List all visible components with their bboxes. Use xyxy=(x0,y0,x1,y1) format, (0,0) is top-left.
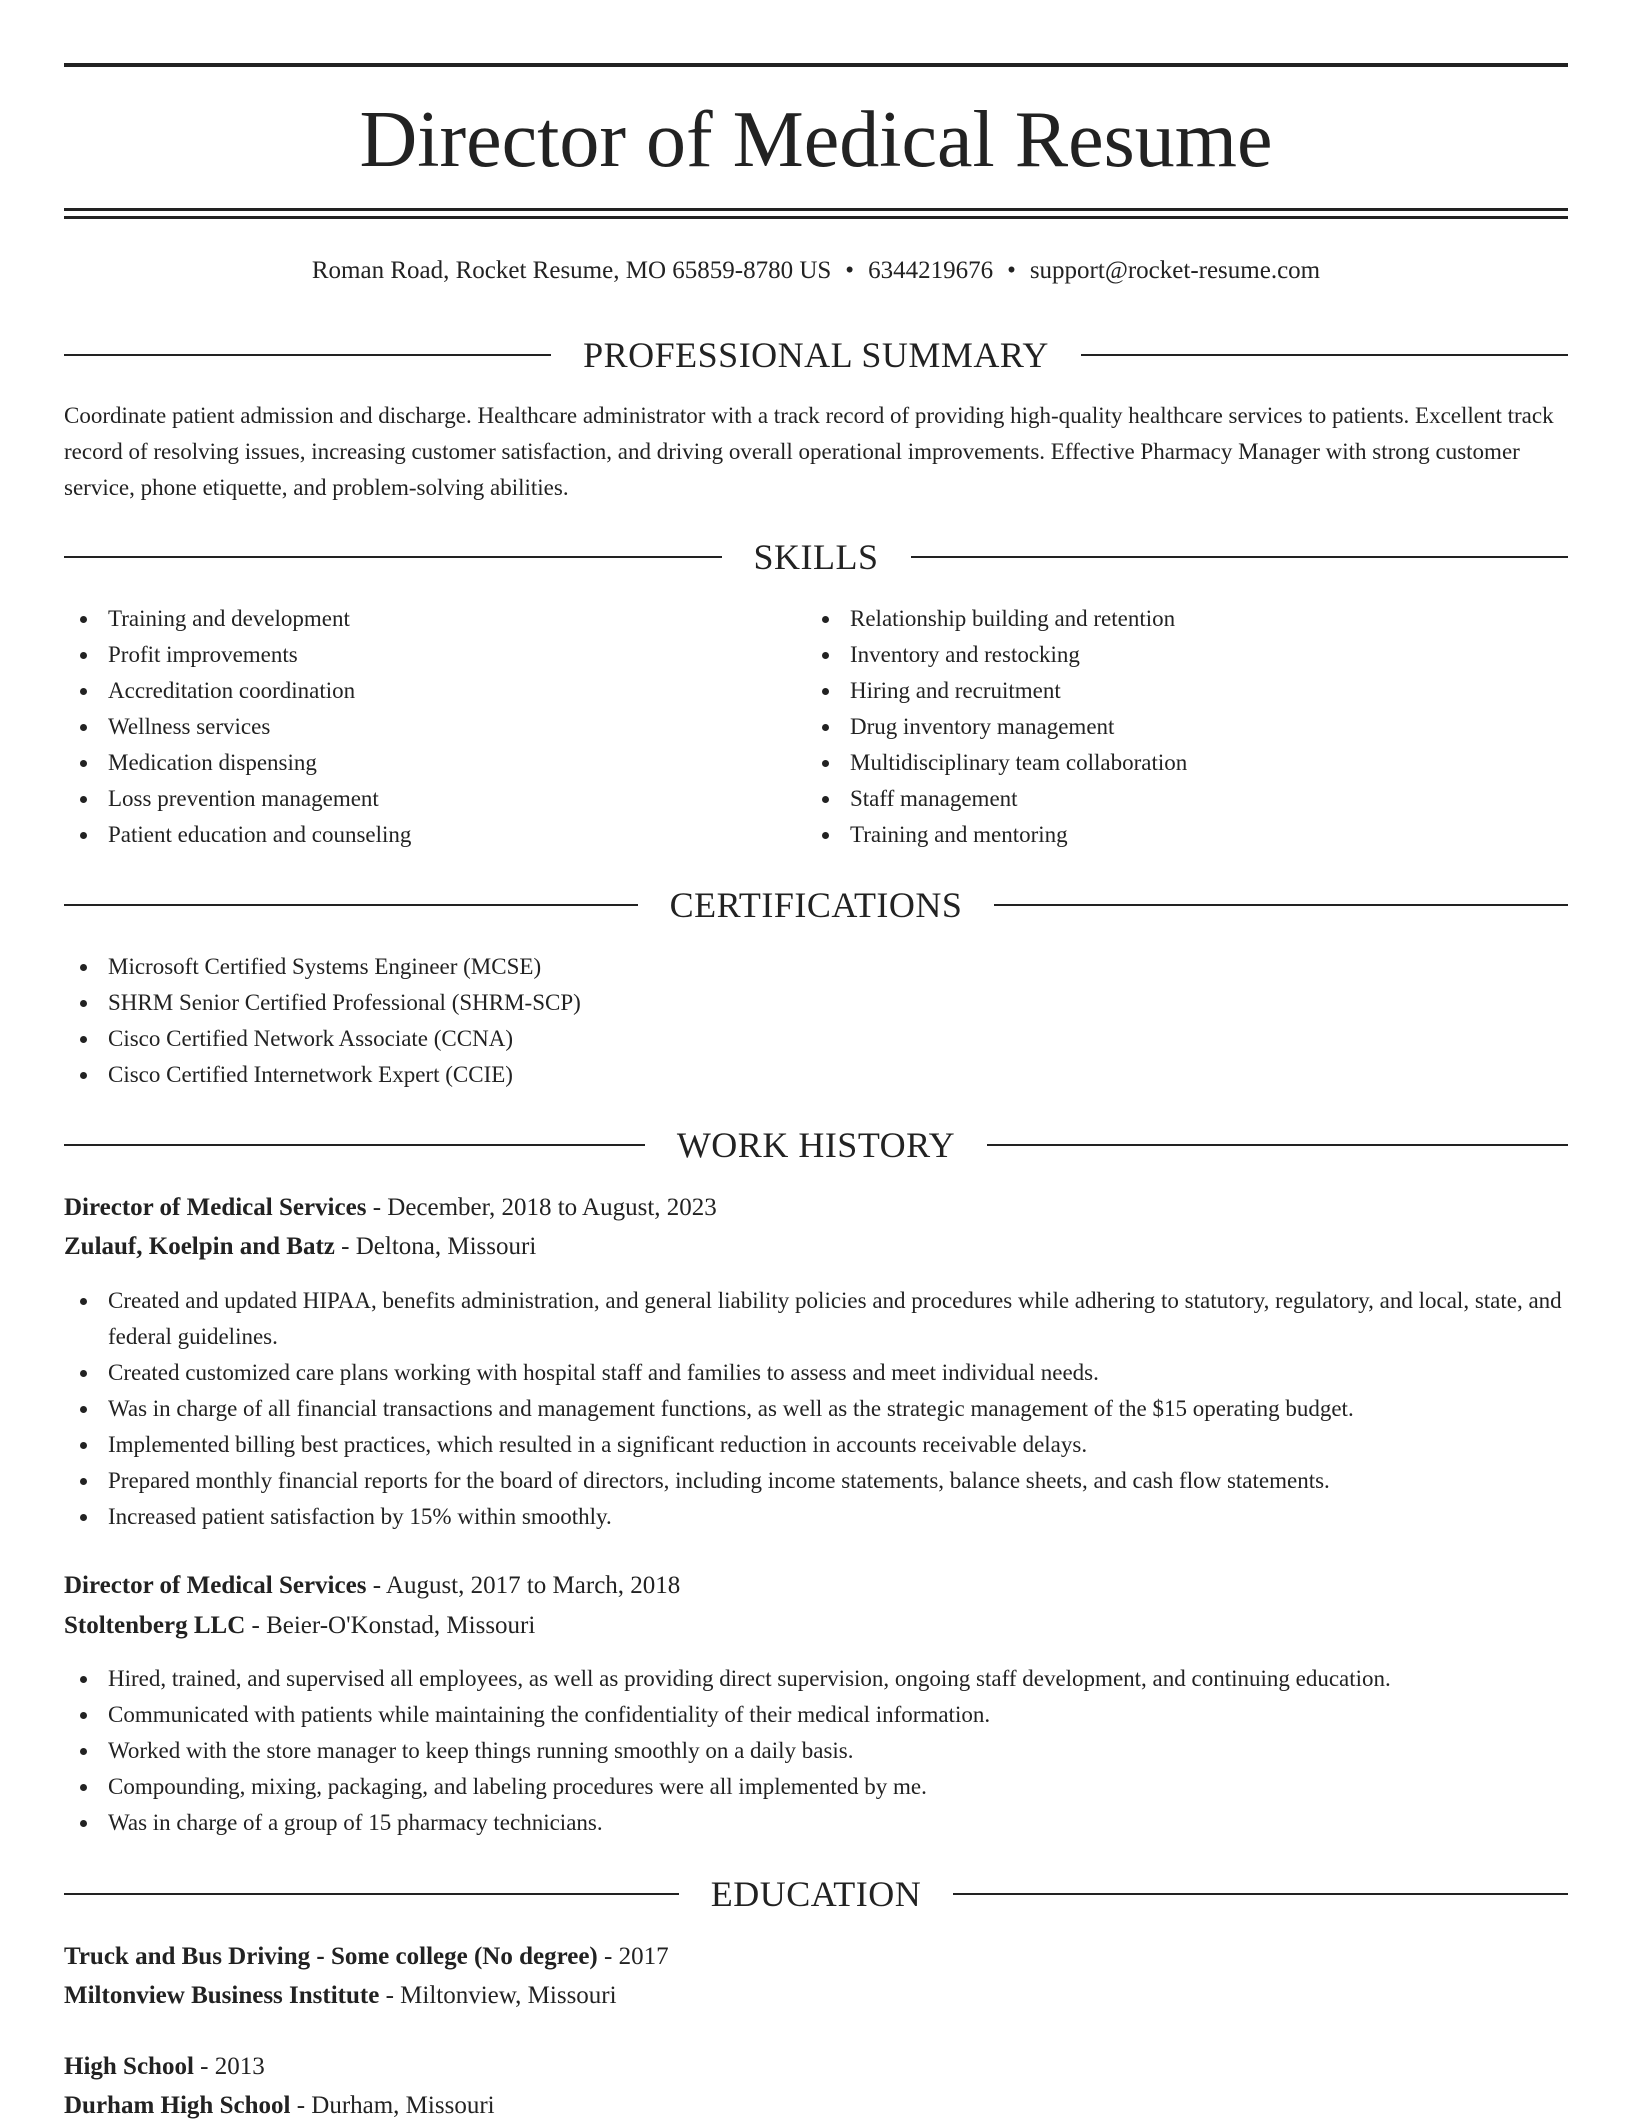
education-location: - Durham, Missouri xyxy=(290,2092,495,2119)
job-dates: - December, 2018 to August, 2023 xyxy=(366,1194,717,1221)
summary-text: Coordinate patient admission and discharge. Healthcare administrator with a track record of providing high-quality healthcare services to patients. Excellent track record of resolving issues, increasing customer satisfaction, and driving overall operational improvements. Effective Pharmacy Manager with strong customer service, phone etiquette, and problem-solving abilities. xyxy=(64,403,1554,500)
skills-heading xyxy=(64,535,1568,579)
job-company: Zulauf, Koelpin and Batz xyxy=(64,1233,335,1260)
skill-item: Patient education and counseling xyxy=(64,817,804,853)
education-year: - 2013 xyxy=(193,2053,265,2080)
skill-item: Training and mentoring xyxy=(806,817,1568,853)
skill-item: Hiring and recruitment xyxy=(806,673,1568,709)
job-bullets xyxy=(64,1661,1568,1841)
job-bullet: Worked with the store manager to keep things running smoothly on a daily basis. xyxy=(64,1733,1568,1769)
education-heading xyxy=(64,1872,1568,1916)
job-bullet: Increased patient satisfaction by 15% within smoothly. xyxy=(64,1499,1568,1535)
title-rule-upper xyxy=(64,208,1568,211)
job-bullet: Was in charge of all financial transactions and management functions, as well as the strategic management of the $15 operating budget. xyxy=(64,1391,1568,1427)
job-company-line xyxy=(64,1228,1568,1266)
certification-item: SHRM Senior Certified Professional (SHRM-SCP) xyxy=(64,985,1568,1021)
job-bullets xyxy=(64,1283,1568,1535)
contact-line xyxy=(64,254,1568,288)
top-rule xyxy=(64,63,1568,67)
job-bullet: Implemented billing best practices, which resulted in a significant reduction in accounts receivable delays. xyxy=(64,1427,1568,1463)
job-title-line xyxy=(64,1567,1568,1605)
job-location: - Beier-O'Konstad, Missouri xyxy=(245,1612,536,1639)
education-degree-line xyxy=(64,1938,1568,1976)
section-title: WORK HISTORY xyxy=(676,1125,956,1165)
page-title: Director of Medical Resume xyxy=(359,96,1273,184)
job-bullet: Was in charge of a group of 15 pharmacy technicians. xyxy=(64,1805,1568,1841)
section-title: PROFESSIONAL SUMMARY xyxy=(583,335,1049,375)
job-bullet: Hired, trained, and supervised all employees, as well as providing direct supervision, ongoing staff development, and continuing education. xyxy=(64,1661,1568,1697)
certifications-list xyxy=(64,949,1568,1093)
contact-address: Roman Road, Rocket Resume, MO 65859-8780 US xyxy=(311,257,832,284)
skill-item: Staff management xyxy=(806,781,1568,817)
skill-item: Drug inventory management xyxy=(806,709,1568,745)
education-school-line xyxy=(64,1977,1568,2015)
heading-rule-left xyxy=(64,904,638,906)
job-title: Director of Medical Services xyxy=(64,1194,367,1221)
certification-item: Cisco Certified Network Associate (CCNA) xyxy=(64,1021,1568,1057)
job-dates: - August, 2017 to March, 2018 xyxy=(366,1572,681,1599)
skill-item: Training and development xyxy=(64,601,804,637)
job-title: Director of Medical Services xyxy=(64,1572,367,1599)
contact-email: support@rocket-resume.com xyxy=(1029,257,1321,284)
heading-rule-left xyxy=(64,1144,645,1146)
job-location: - Deltona, Missouri xyxy=(334,1233,537,1260)
skill-item: Inventory and restocking xyxy=(806,637,1568,673)
heading-rule-right xyxy=(953,1893,1568,1895)
contact-separator: • xyxy=(1007,257,1016,284)
education-degree: Truck and Bus Driving - Some college (No degree) xyxy=(64,1943,598,1970)
job-company-line xyxy=(64,1607,1568,1645)
job-bullet: Prepared monthly financial reports for the board of directors, including income statements, balance sheets, and cash flow statements. xyxy=(64,1463,1568,1499)
heading-rule-right xyxy=(911,556,1569,558)
heading-rule-right xyxy=(987,1144,1568,1146)
job-bullet: Communicated with patients while maintaining the confidentiality of their medical information. xyxy=(64,1697,1568,1733)
skill-item: Accreditation coordination xyxy=(64,673,804,709)
contact-phone: 6344219676 xyxy=(868,257,994,284)
certifications-heading xyxy=(64,883,1568,927)
certification-item: Cisco Certified Internetwork Expert (CCIE) xyxy=(64,1057,1568,1093)
job-bullet: Created and updated HIPAA, benefits administration, and general liability policies and procedures while adhering to statutory, regulatory, and local, state, and federal guidelines. xyxy=(64,1283,1568,1355)
section-title: SKILLS xyxy=(753,537,879,577)
heading-rule-right xyxy=(1081,354,1568,356)
certification-item: Microsoft Certified Systems Engineer (MCSE) xyxy=(64,949,1568,985)
job-title-line xyxy=(64,1189,1568,1227)
heading-rule-left xyxy=(64,1893,679,1895)
skill-item: Multidisciplinary team collaboration xyxy=(806,745,1568,781)
education-location: - Miltonview, Missouri xyxy=(379,1982,617,2009)
work-history-heading xyxy=(64,1123,1568,1167)
skill-item: Relationship building and retention xyxy=(806,601,1568,637)
skill-item: Loss prevention management xyxy=(64,781,804,817)
section-title: CERTIFICATIONS xyxy=(669,885,963,925)
education-school-line xyxy=(64,2087,1568,2125)
job-bullet: Created customized care plans working with hospital staff and families to assess and meet individual needs. xyxy=(64,1355,1568,1391)
skills-list-left xyxy=(64,601,804,853)
education-year: - 2017 xyxy=(597,1943,669,1970)
skill-item: Wellness services xyxy=(64,709,804,745)
education-school: Durham High School xyxy=(64,2092,291,2119)
heading-rule-left xyxy=(64,354,551,356)
skill-item: Medication dispensing xyxy=(64,745,804,781)
title-rule-lower xyxy=(64,216,1568,219)
summary-heading xyxy=(64,333,1568,377)
heading-rule-right xyxy=(994,904,1568,906)
job-bullet: Compounding, mixing, packaging, and labeling procedures were all implemented by me. xyxy=(64,1769,1568,1805)
heading-rule-left xyxy=(64,556,722,558)
contact-separator: • xyxy=(845,257,855,284)
education-school: Miltonview Business Institute xyxy=(64,1982,380,2009)
skills-list-right xyxy=(806,601,1568,853)
education-degree: High School xyxy=(64,2053,194,2080)
education-degree-line xyxy=(64,2048,1568,2086)
job-company: Stoltenberg LLC xyxy=(64,1612,246,1639)
section-title: EDUCATION xyxy=(710,1874,922,1914)
skill-item: Profit improvements xyxy=(64,637,804,673)
